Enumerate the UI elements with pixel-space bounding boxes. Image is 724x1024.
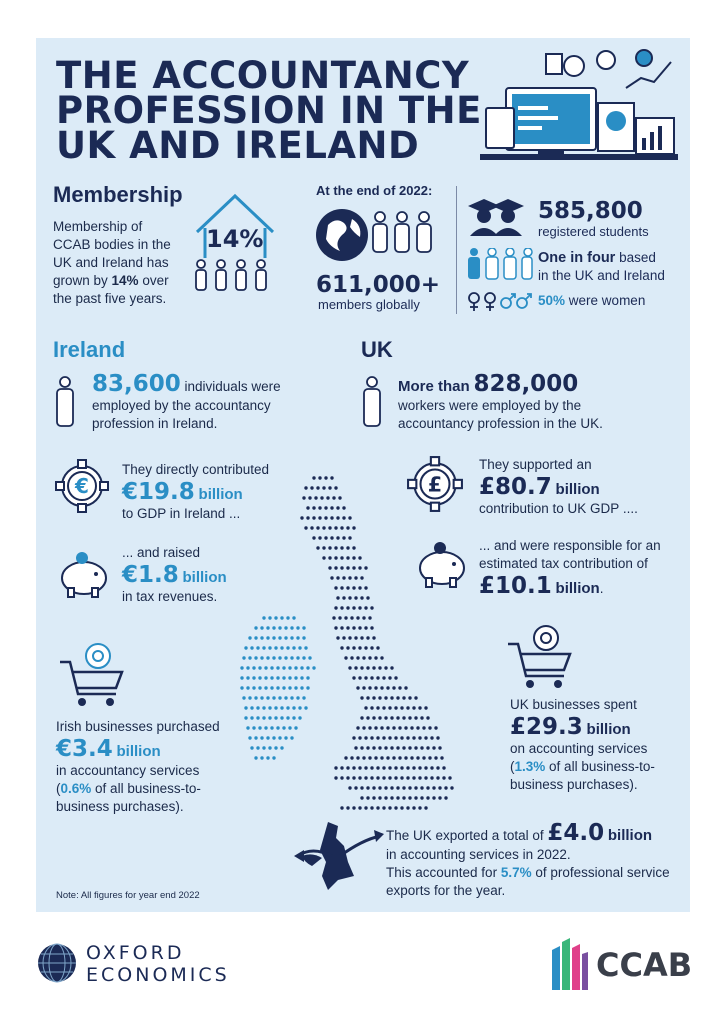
person-icon xyxy=(54,376,76,428)
membership-heading: Membership xyxy=(53,182,183,207)
uk-exports: The UK exported a total of £4.0 billion in accounting services in 2022. This accounted for 5.7% of professional service exports for the year. xyxy=(386,820,670,898)
ireland-purchases: Irish businesses purchased €3.4 billion in accountancy services (0.6% of all business-to-business purchases). xyxy=(56,719,220,814)
ireland-employed: 83,600 individuals were employed by the accountancy profession in Ireland. xyxy=(92,371,281,431)
svg-text:€: € xyxy=(75,474,89,498)
students-women: 50% were women xyxy=(538,293,646,308)
uk-spent: UK businesses spent £29.3 billion on accounting services (1.3% of all business-to-business purchases). xyxy=(510,697,655,792)
infographic-panel xyxy=(36,38,690,912)
svg-text:£: £ xyxy=(427,472,443,497)
shopping-cart-gear-icon xyxy=(504,618,576,690)
students-count-label: registered students xyxy=(538,224,649,239)
globe-people-icon xyxy=(314,203,444,267)
piggy-bank-icon xyxy=(54,550,114,600)
page-title: THE ACCOUNTANCY PROFESSION IN THE UK AND IRELAND xyxy=(56,54,482,167)
ireland-gdp: They directly contributed €19.8 billion to GDP in Ireland ... xyxy=(122,462,270,521)
footnote: Note: All figures for year end 2022 xyxy=(56,890,200,901)
global-members-value: 611,000+ xyxy=(316,272,441,298)
uk-export-arrows-icon xyxy=(292,816,388,896)
office-desk-illustration xyxy=(476,48,681,168)
ccab-bars-icon xyxy=(550,932,590,992)
ireland-tax: ... and raised €1.8 billion in tax revenues. xyxy=(122,545,227,604)
person-icon xyxy=(361,376,383,428)
global-members-label: members globally xyxy=(318,297,420,312)
gender-symbols-icon xyxy=(466,290,534,312)
membership-text: Membership of CCAB bodies in the UK and Ireland has grown by 14% over the past five years. xyxy=(53,219,171,306)
uk-heading: UK xyxy=(361,337,393,362)
divider xyxy=(456,186,457,314)
shopping-cart-gear-icon xyxy=(56,636,128,708)
ireland-heading: Ireland xyxy=(53,337,126,362)
uk-gdp: They supported an £80.7 billion contribution to UK GDP .... xyxy=(479,457,638,516)
graduates-icon xyxy=(464,196,528,236)
global-label: At the end of 2022: xyxy=(316,183,433,198)
pound-gear-icon xyxy=(406,455,464,513)
one-in-four-people-icon xyxy=(466,248,534,280)
euro-gear-icon xyxy=(54,458,110,514)
uk-employed: More than 828,000 workers were employed by the accountancy profession in the UK. xyxy=(398,371,603,431)
oxford-economics-logo: OXFORD ECONOMICS xyxy=(86,942,230,986)
piggy-bank-icon xyxy=(412,540,472,590)
oxford-economics-globe-icon xyxy=(36,942,78,984)
uk-tax: ... and were responsible for an estimated tax contribution of £10.1 billion. xyxy=(479,538,661,599)
students-share: One in four based in the UK and Ireland xyxy=(538,250,665,283)
membership-badge: 14% xyxy=(206,225,264,253)
students-count: 585,800 xyxy=(538,198,643,224)
ccab-logo: CCAB xyxy=(596,946,693,984)
